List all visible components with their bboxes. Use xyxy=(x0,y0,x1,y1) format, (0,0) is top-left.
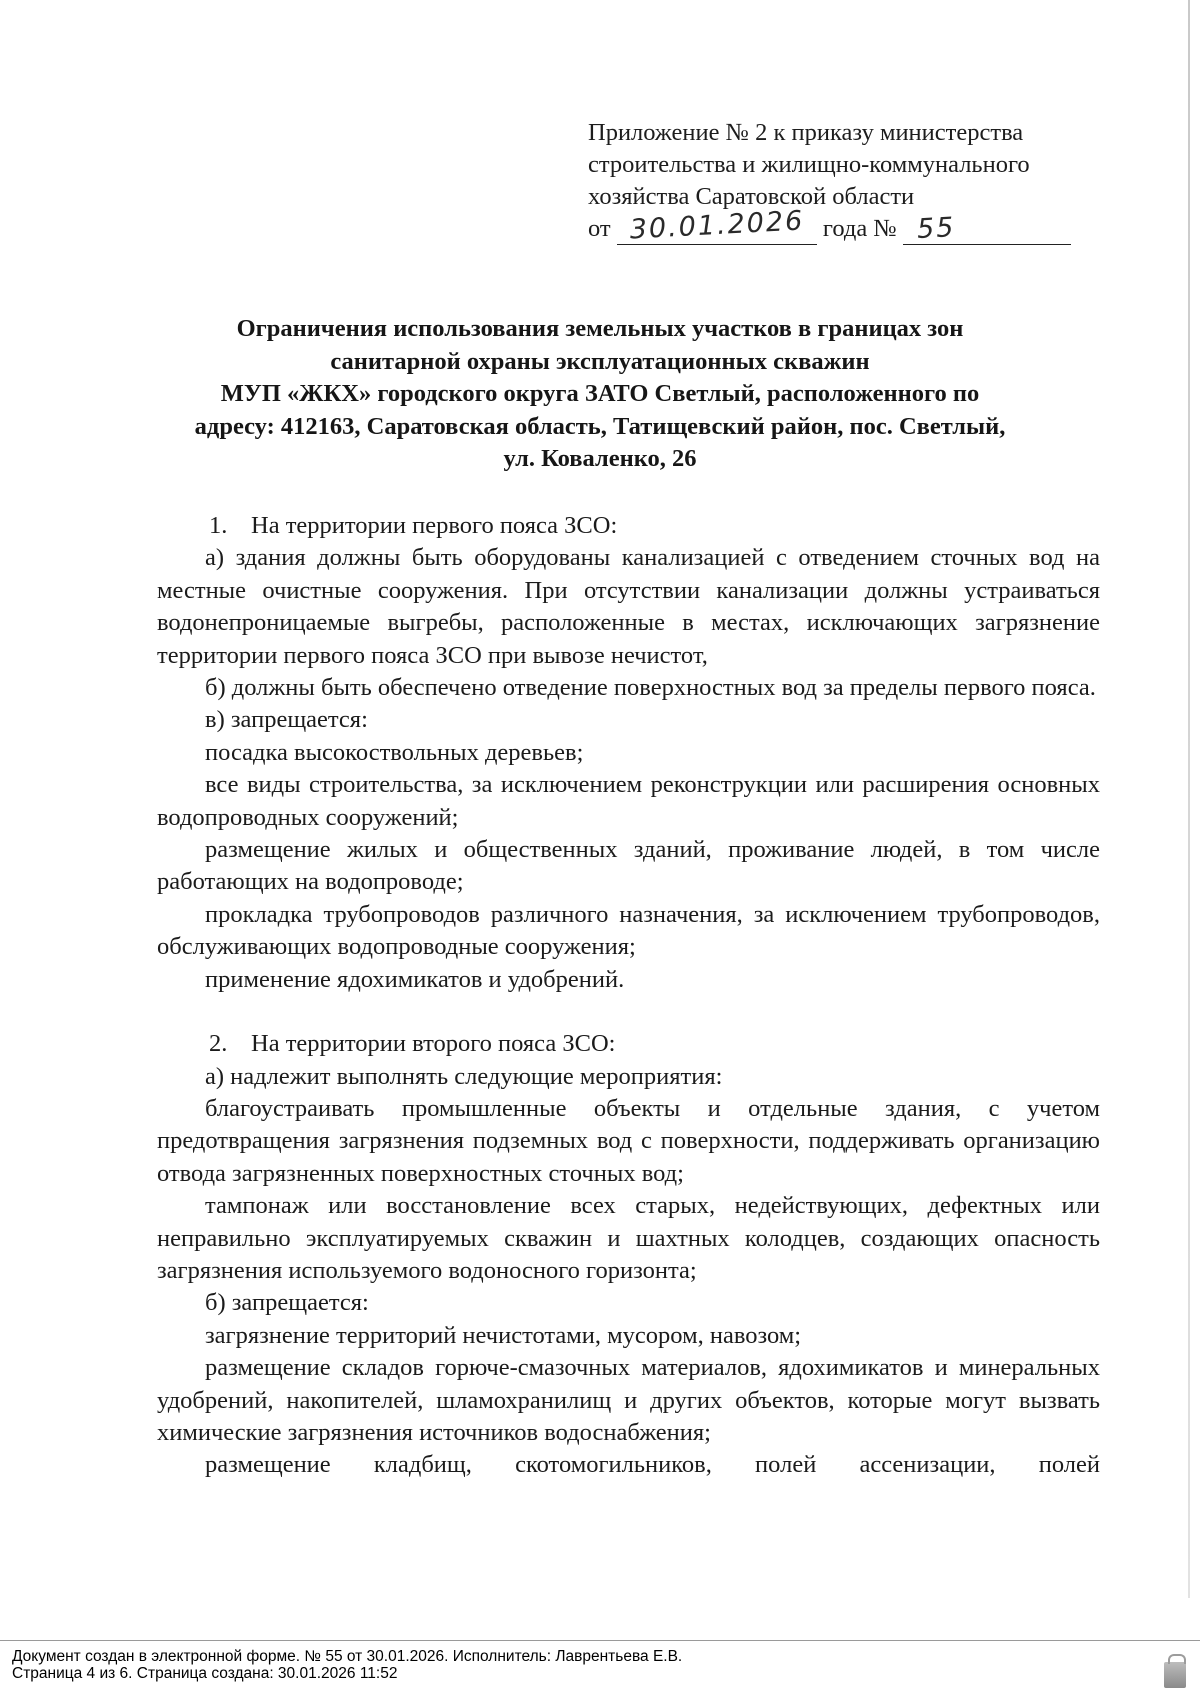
section-1-paragraph-b: б) должны быть обеспечено отведение поверхностных вод за пределы первого пояса. xyxy=(205,674,1096,702)
date-prefix: от xyxy=(588,215,611,242)
section-2-paragraph-a: а) надлежит выполнять следующие мероприятия: xyxy=(205,1062,723,1090)
list-item: загрязнение территорий нечистотами, мусором, навозом; xyxy=(205,1321,802,1349)
document-title xyxy=(160,313,1040,476)
handwritten-number: 55 xyxy=(916,212,957,246)
list-item: применение ядохимикатов и удобрений. xyxy=(205,965,625,993)
order-number-field xyxy=(903,214,1071,245)
footer-line-2: Страница 4 из 6. Страница создана: 30.01.2026 11:52 xyxy=(12,1665,398,1682)
appendix-line-3: хозяйства Саратовской области xyxy=(588,183,915,210)
section-1-number: 1. xyxy=(209,512,228,539)
list-item: посадка высокоствольных деревьев; xyxy=(205,738,584,766)
document-body xyxy=(157,510,1100,1482)
list-item: тампонаж или восстановление всех старых, недействующих, дефектных или неправильно эксплуатируемых скважин и шахтных колодцев, создающих опасность загрязнения используемого водоносного горизонта; xyxy=(157,1192,1100,1284)
section-2-number: 2. xyxy=(209,1030,228,1058)
handwritten-date: 30.01.2026 xyxy=(628,205,805,246)
list-item: размещение жилых и общественных зданий, проживание людей, в том числе работающих на водопроводе; xyxy=(157,836,1100,896)
section-2-paragraph-b: б) запрещается: xyxy=(205,1289,369,1317)
appendix-date-row xyxy=(588,205,1108,249)
list-item: все виды строительства, за исключением реконструкции или расширения основных водопроводных сооружений; xyxy=(157,771,1100,831)
title-line-2: санитарной охраны эксплуатационных скважин xyxy=(330,347,870,375)
document-footer xyxy=(12,1648,1112,1682)
list-item: благоустраивать промышленные объекты и отдельные здания, с учетом предотвращения загрязнения подземных вод с поверхности, поддерживать организацию отвода загрязненных поверхностных сточных вод; xyxy=(157,1094,1100,1187)
section-1-heading-text: На территории первого пояса ЗСО: xyxy=(251,512,618,539)
section-1-paragraph-a: а) здания должны быть оборудованы канализацией с отведением сточных вод на местные очистные сооружения. При отсутствии канализации должны устраиваться водонепроницаемые выгребы, расположенные в местах, исключающих загрязнение территории первого пояса ЗСО при вывозе нечистот, xyxy=(157,544,1100,669)
list-item: размещение складов горюче-смазочных материалов, ядохимикатов и минеральных удобрений, накопителей, шламохранилищ и других объектов, которые могут вызвать химические загрязнения источников водоснабжения; xyxy=(157,1354,1100,1446)
section-1-paragraph-v: в) запрещается: xyxy=(205,706,368,734)
appendix-line-2: строительства и жилищно-коммунального xyxy=(588,151,1030,178)
order-number-label: года № xyxy=(822,215,897,242)
section-2-heading xyxy=(157,1028,1100,1060)
section-gap xyxy=(157,996,1100,1028)
title-line-1: Ограничения использования земельных участков в границах зон xyxy=(236,315,964,342)
footer-divider xyxy=(0,1640,1200,1641)
title-line-5: ул. Коваленко, 26 xyxy=(503,445,697,472)
list-item: прокладка трубопроводов различного назначения, за исключением трубопроводов, обслуживающих водопроводные сооружения; xyxy=(157,900,1100,961)
print-stamp-icon xyxy=(1164,1662,1186,1688)
list-item: размещение кладбищ, скотомогильников, полей ассенизации, полей xyxy=(205,1451,1100,1479)
date-field xyxy=(617,205,817,246)
footer-line-1: Документ создан в электронной форме. № 55 от 30.01.2026. Исполнитель: Лаврентьева Е.В. xyxy=(12,1648,683,1665)
title-line-4: адресу: 412163, Саратовская область, Татищевский район, пос. Светлый, xyxy=(194,412,1006,440)
section-1-heading xyxy=(157,510,1100,542)
appendix-header xyxy=(588,117,1108,249)
section-2-heading-text: На территории второго пояса ЗСО: xyxy=(251,1030,616,1058)
scan-edge xyxy=(1188,0,1190,1598)
appendix-line-1: Приложение № 2 к приказу министерства xyxy=(588,119,1024,146)
title-line-3: МУП «ЖКХ» городского округа ЗАТО Светлый, расположенного по xyxy=(220,380,980,407)
